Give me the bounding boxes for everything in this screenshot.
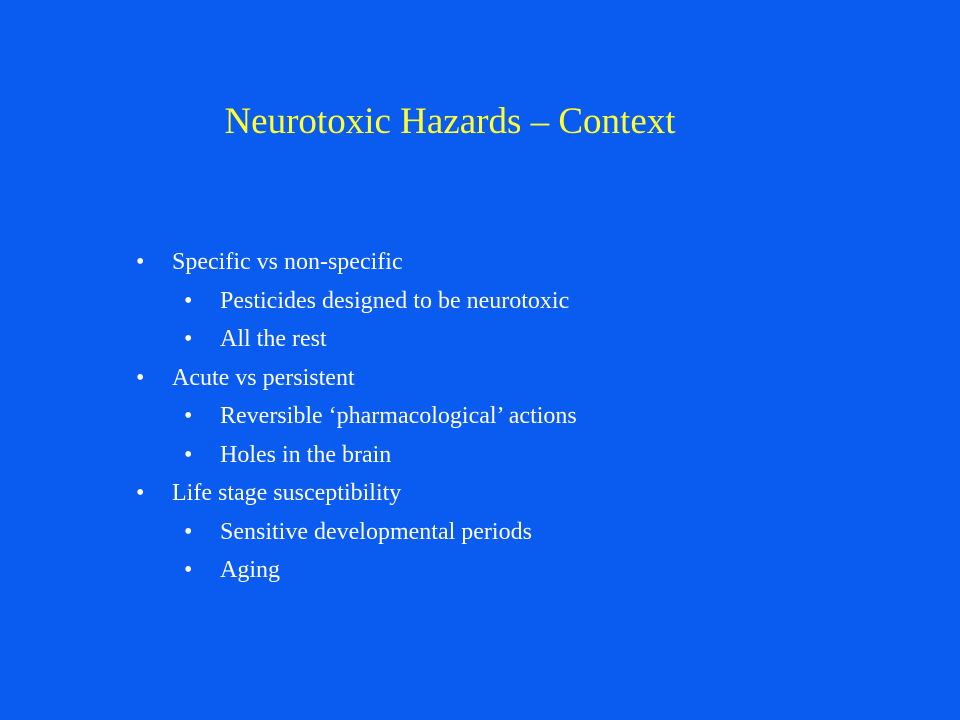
bullet-item <box>136 474 896 513</box>
bullet-marker: • <box>184 403 193 429</box>
bullet-marker: • <box>136 249 145 275</box>
bullet-marker: • <box>136 480 145 506</box>
bullet-text: Acute vs persistent <box>172 364 355 391</box>
bullet-marker: • <box>184 518 193 545</box>
bullet-text: All the rest <box>220 326 327 352</box>
bullet-marker: • <box>184 441 193 468</box>
sub-bullet-item <box>136 282 896 321</box>
bullet-text: Life stage susceptibility <box>172 480 402 506</box>
slide-title: Neurotoxic Hazards – Context <box>224 101 676 142</box>
bullet-text: Sensitive developmental periods <box>220 518 532 545</box>
bullet-text: Specific vs non-specific <box>172 249 403 275</box>
sub-bullet-item <box>136 397 896 436</box>
bullet-marker: • <box>184 557 193 583</box>
bullet-item <box>136 243 896 282</box>
bullet-marker: • <box>184 287 193 314</box>
bullet-marker: • <box>184 326 193 352</box>
sub-bullet-item <box>136 551 896 590</box>
bullet-text: Aging <box>220 557 280 583</box>
bullet-text: Holes in the brain <box>220 441 392 468</box>
bullet-text: Pesticides designed to be neurotoxic <box>220 287 570 314</box>
bullet-text: Reversible ‘pharmacological’ actions <box>220 403 577 429</box>
bullet-marker: • <box>136 364 145 391</box>
sub-bullet-item <box>136 320 896 359</box>
bullet-item <box>136 359 896 398</box>
sub-bullet-item <box>136 513 896 552</box>
bullet-list <box>136 243 896 590</box>
sub-bullet-item <box>136 436 896 475</box>
